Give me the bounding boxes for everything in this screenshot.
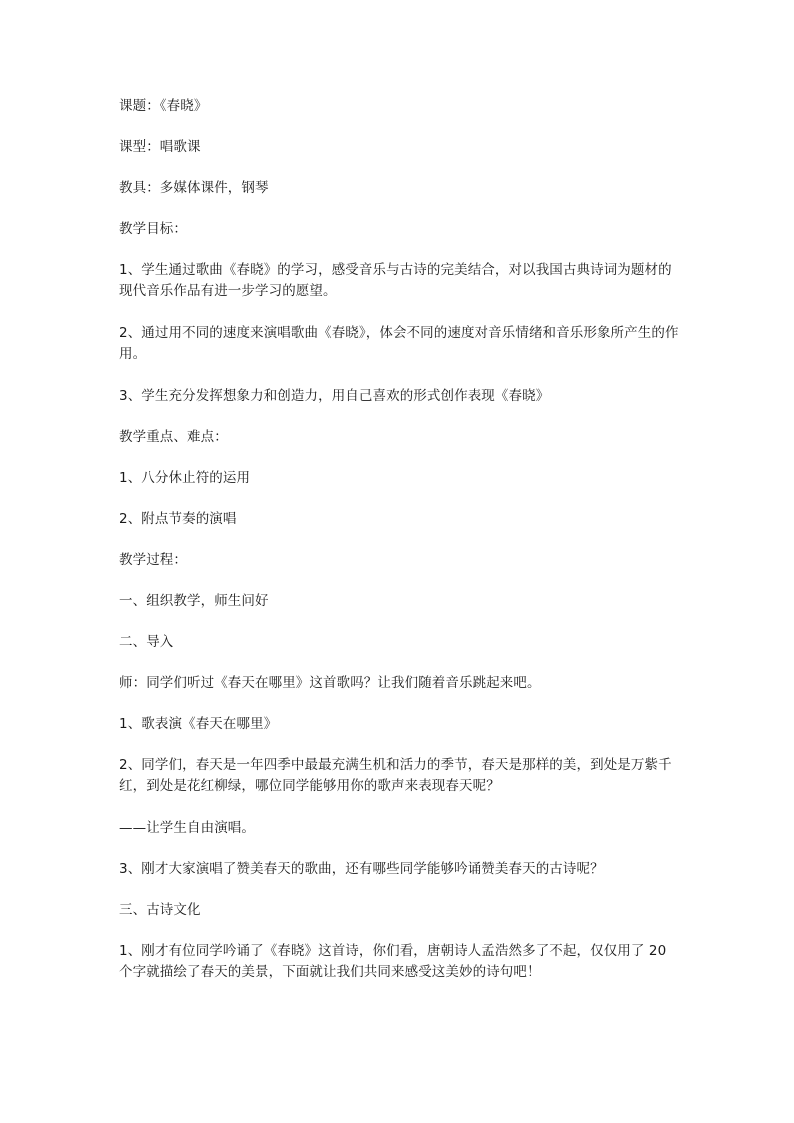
lesson-type: 课型：唱歌课 [119, 139, 201, 155]
objective-3: 3、学生充分发挥想象力和创造力，用自己喜欢的形式创作表现《春晓》 [119, 388, 550, 404]
teacher-line: 师：同学们听过《春天在哪里》这首歌吗？让我们随着音乐跳起来吧。 [119, 675, 541, 691]
objectives-heading: 教学目标： [119, 221, 187, 237]
key-point-1: 1、八分休止符的运用 [119, 470, 251, 486]
key-point-2: 2、附点节奏的演唱 [119, 511, 237, 527]
activity-3: 3、刚才大家演唱了赞美春天的歌曲，还有哪些同学能够吟诵赞美春天的古诗呢？ [119, 861, 604, 877]
step-2-heading: 二、导入 [119, 634, 174, 650]
poetry-intro: 1、刚才有位同学吟诵了《春晓》这首诗，你们看，唐朝诗人孟浩然多了不起，仅仅用了 20 个字就描绘了春天的美景，下面就让我们共同来感受这美妙的诗句吧！ [119, 943, 667, 980]
document-body [119, 96, 679, 1004]
process-heading: 教学过程： [119, 552, 187, 568]
activity-2: 2、同学们，春天是一年四季中最最充满生机和活力的季节，春天是那样的美，到处是万紫千红，到处是花红柳绿，哪位同学能够用你的歌声来表现春天呢？ [119, 757, 672, 794]
step-3-heading: 三、古诗文化 [119, 902, 201, 918]
objective-2: 2、通过用不同的速度来演唱歌曲《春晓》，体会不同的速度对音乐情绪和音乐形象所产生的作用。 [119, 325, 679, 362]
key-points-heading: 教学重点、难点： [119, 429, 228, 445]
activity-1: 1、歌表演《春天在哪里》 [119, 716, 278, 732]
lesson-title: 课题：《春晓》 [119, 98, 208, 114]
objective-1: 1、学生通过歌曲《春晓》的学习，感受音乐与古诗的完美结合，对以我国古典诗词为题材的现代音乐作品有进一步学习的愿望。 [119, 262, 672, 299]
step-1-heading: 一、组织教学，师生问好 [119, 593, 269, 609]
activity-note: ——让学生自由演唱。 [119, 820, 255, 836]
teaching-aids: 教具：多媒体课件，钢琴 [119, 180, 269, 196]
